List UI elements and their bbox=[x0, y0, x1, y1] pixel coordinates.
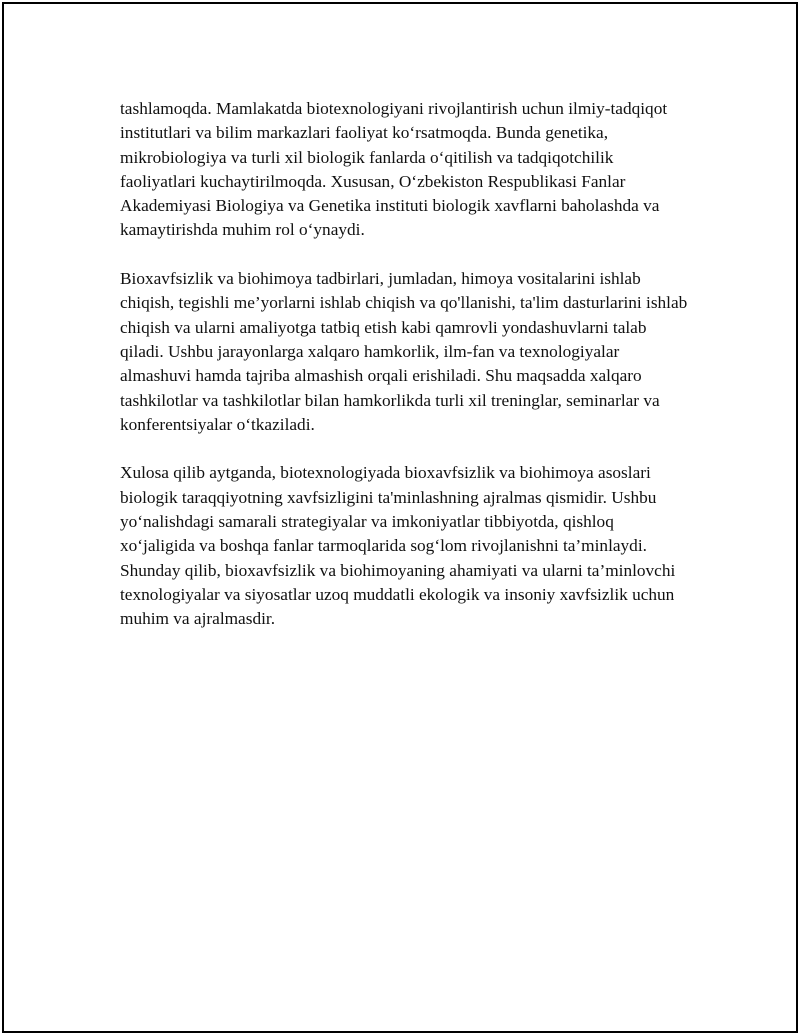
document-body bbox=[120, 97, 690, 656]
paragraph-2: Bioxavfsizlik va biohimoya tadbirlari, jumladan, himoya vositalarini ishlab chiqish, tegishli me’yorlarni ishlab chiqish va qo'llanishi, ta'lim dasturlarini ishlab chiqish va ularni amaliyotga tatbiq etish kabi qamrovli yondashuvlarni talab qiladi. Ushbu jarayonlarga xalqaro hamkorlik, ilm-fan va texnologiyalar almashuvi hamda tajriba almashish orqali erishiladi. Shu maqsadda xalqaro tashkilotlar va tashkilotlar bilan hamkorlikda turli xil treninglar, seminarlar va konferentsiyalar o‘tkaziladi. bbox=[120, 269, 688, 434]
paragraph-1: tashlamoqda. Mamlakatda biotexnologiyani rivojlantirish uchun ilmiy-tadqiqot institutlari va bilim markazlari faoliyat ko‘rsatmoqda. Bunda genetika, mikrobiologiya va turli xil biologik fanlarda o‘qitilish va tadqiqotchilik faoliyatlari kuchaytirilmoqda. Xususan, O‘zbekiston Respublikasi Fanlar Akademiyasi Biologiya va Genetika instituti biologik xavflarni baholashda va kamaytirishda muhim rol o‘ynaydi. bbox=[120, 99, 668, 240]
paragraph-3: Xulosa qilib aytganda, biotexnologiyada bioxavfsizlik va biohimoya asoslari biologik taraqqiyotning xavfsizligini ta'minlashning ajralmas qismidir. Ushbu yo‘nalishdagi samarali strategiyalar va imkoniyatlar tibbiyotda, qishloq xo‘jaligida va boshqa fanlar tarmoqlarida sog‘lom rivojlanishni ta’minlaydi. Shunday qilib, bioxavfsizlik va biohimoyaning ahamiyati va ularni ta’minlovchi texnologiyalar va siyosatlar uzoq muddatli ekologik va insoniy xavfsizlik uchun muhim va ajralmasdir. bbox=[120, 463, 676, 629]
document-page bbox=[2, 2, 798, 1033]
